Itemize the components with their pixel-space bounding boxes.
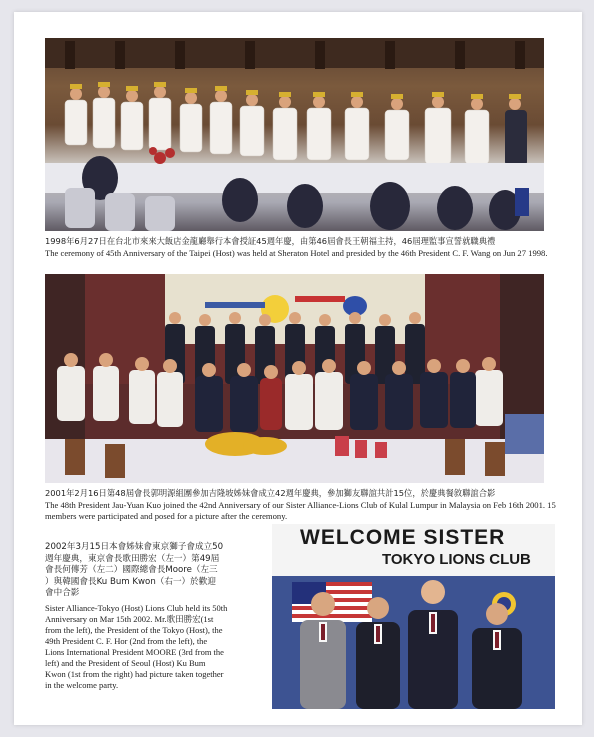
banner-line-1: WELCOME SISTER <box>300 526 506 549</box>
caption-3-zh-line: 週年慶典，東京會長歌田勝宏（左一）第49屆 <box>45 553 220 564</box>
document-page <box>14 12 582 725</box>
caption-3-en-line: from the left), the President of the Tokyo (Host), the <box>45 625 223 635</box>
caption-3-en-line: in the welcome party. <box>45 680 119 690</box>
caption-3-english <box>45 603 260 691</box>
caption-3-en-line: Sister Alliance-Tokyo (Host) Lions Club held its 50th <box>45 603 228 613</box>
caption-3-zh-line: 2002年3月15日本會姊妹會東京獅子會成立50 <box>45 542 224 552</box>
caption-2-english: The 48th President Jau-Yuan Kuo joined the 42nd Anniversary of our Sister Alliance-Lions Club of Kulal Lumpur in Malaysia on Feb 16th 2001. 15 members were participated and posed for a picture after the ceremony. <box>45 500 556 521</box>
caption-3-zh-line: ）與韓國會長Ku Bum Kwon（右一）於歡迎 <box>45 576 216 587</box>
caption-1-chinese: 1998年6月27日在台北市來來大飯店金龍廳舉行本會授証45週年慶，由第46屆會長王朝福主持，46屆理監事宣誓就職典禮 <box>45 236 496 246</box>
caption-3-zh-line: 會中合影 <box>45 588 80 598</box>
caption-3-chinese <box>45 542 255 600</box>
welcome-party-photo <box>272 524 555 709</box>
caption-2-chinese: 2001年2月16日第48屆會長郭明源組團參加吉隆坡姊妹會成立42週年慶典，參加獅友聯誼共計15位，於慶典餐敘聯誼合影 <box>45 488 496 498</box>
caption-3-en-line: 49th President C. F. Hor (2nd from the left), the <box>45 636 208 646</box>
caption-3-zh-line: 會長何傳芳（左二）國際總會長Moore（左三 <box>45 565 218 575</box>
welcome-photo-art <box>272 524 555 709</box>
caption-3-en-line: Lions International President MOORE (3rd from the <box>45 647 224 657</box>
ceremony-photo <box>45 38 544 231</box>
banner-line-2: TOKYO LIONS CLUB <box>382 551 531 568</box>
group-photo-art <box>45 274 544 483</box>
caption-3-en-line: left) and the President of Seoul (Host) Ku Bum <box>45 658 206 668</box>
caption-1-english: The ceremony of 45th Anniversary of the Taipei (Host) was held at Sheraton Hotel and presided by the 46th President C. F. Wang on Jun 27 1998. <box>45 248 548 258</box>
caption-3-en-line: Anniversary on Mar 15th 2002. Mr.歌田勝宏(1st <box>45 614 214 624</box>
caption-3-en-line: Kwon (1st from the right) had picture taken together <box>45 669 224 679</box>
ceremony-photo-art <box>45 38 544 231</box>
sister-alliance-group-photo <box>45 274 544 483</box>
